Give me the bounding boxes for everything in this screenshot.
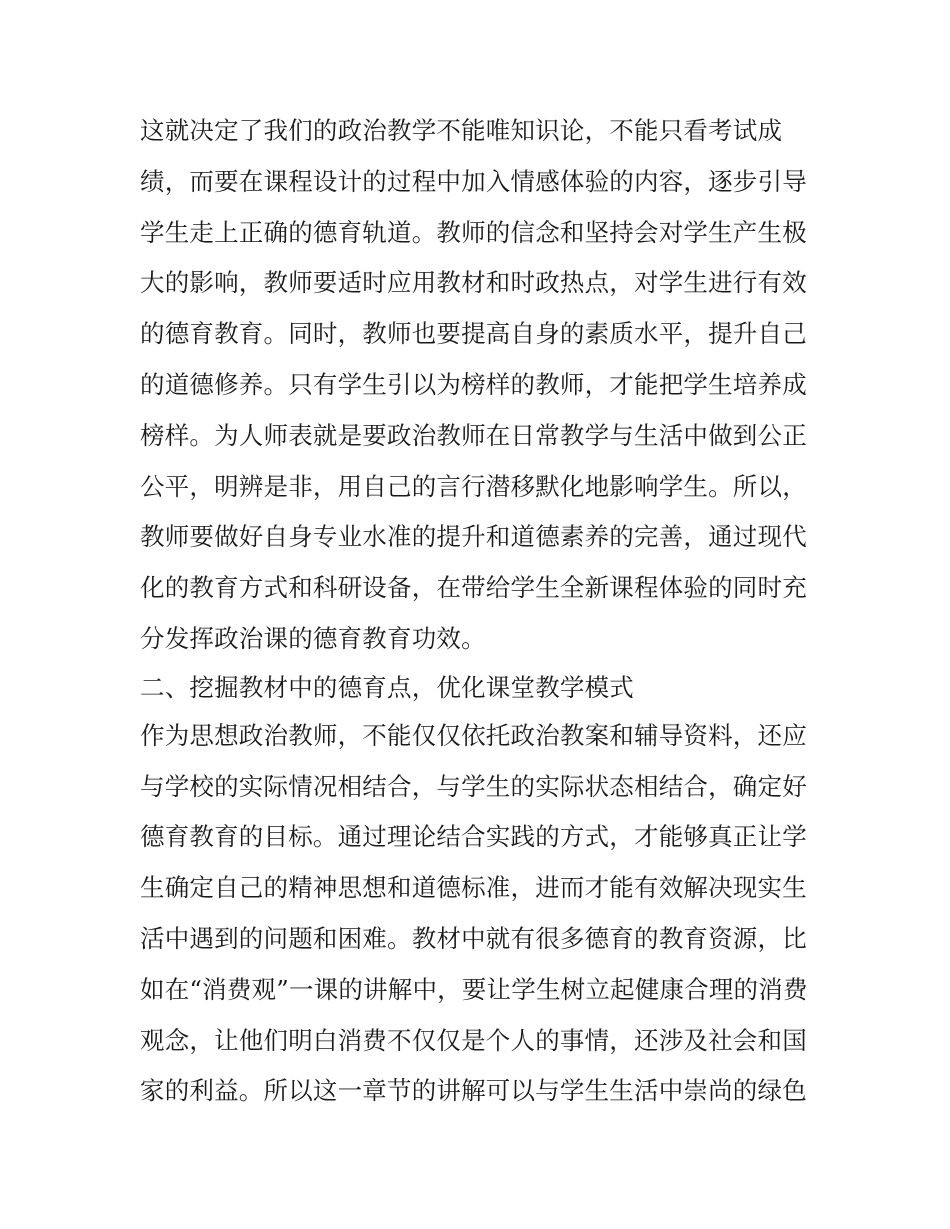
- paragraph-2: [140, 711, 812, 1117]
- text-line: 大的影响，教师要适时应用教材和时政热点，对学生进行有效: [140, 268, 807, 298]
- text-line: 德育教育的目标。通过理论结合实践的方式，才能够真正让学: [140, 822, 807, 852]
- text-line: 教师要做好自身专业水准的提升和道德素养的完善，通过现代: [140, 522, 807, 552]
- text-line: 分发挥政治课的德育教育功效。: [140, 623, 486, 653]
- text-line: 这就决定了我们的政治教学不能唯知识论，不能只看考试成: [140, 116, 783, 145]
- text-line: 作为思想政治教师，不能仅仅依托政治教案和辅导资料，还应: [140, 720, 807, 750]
- text-line: 如在“消费观”一课的讲解中，要让学生树立起健康合理的消费: [140, 974, 808, 1004]
- text-line: 学生走上正确的德育轨道。教师的信念和坚持会对学生产生极: [140, 217, 807, 247]
- text-line: 观念，让他们明白消费不仅仅是个人的事情，还涉及社会和国: [140, 1025, 807, 1055]
- text-line: 榜样。为人师表就是要政治教师在日常教学与生活中做到公正: [140, 420, 807, 450]
- text-line: 生确定自己的精神思想和道德标准，进而才能有效解决现实生: [140, 873, 807, 903]
- text-line: 的德育教育。同时，教师也要提高自身的素质水平，提升自己: [140, 319, 807, 349]
- text-line: 的道德修养。只有学生引以为榜样的教师，才能把学生培养成: [140, 369, 807, 399]
- text-line: 活中遇到的问题和困难。教材中就有很多德育的教育资源，比: [140, 923, 807, 953]
- section-heading: 二、挖掘教材中的德育点，优化课堂教学模式: [140, 672, 634, 702]
- text-line: 绩，而要在课程设计的过程中加入情感体验的内容，逐步引导: [140, 166, 807, 196]
- text-line: 家的利益。所以这一章节的讲解可以与学生生活中崇尚的绿色: [140, 1076, 807, 1106]
- document-page: [140, 106, 812, 1117]
- text-line: 化的教育方式和科研设备，在带给学生全新课程体验的同时充: [140, 573, 807, 603]
- paragraph-1: [140, 106, 812, 665]
- text-line: 公平，明辨是非，用自己的言行潜移默化地影响学生。所以，: [140, 471, 807, 501]
- text-line: 与学校的实际情况相结合，与学生的实际状态相结合，确定好: [140, 771, 807, 801]
